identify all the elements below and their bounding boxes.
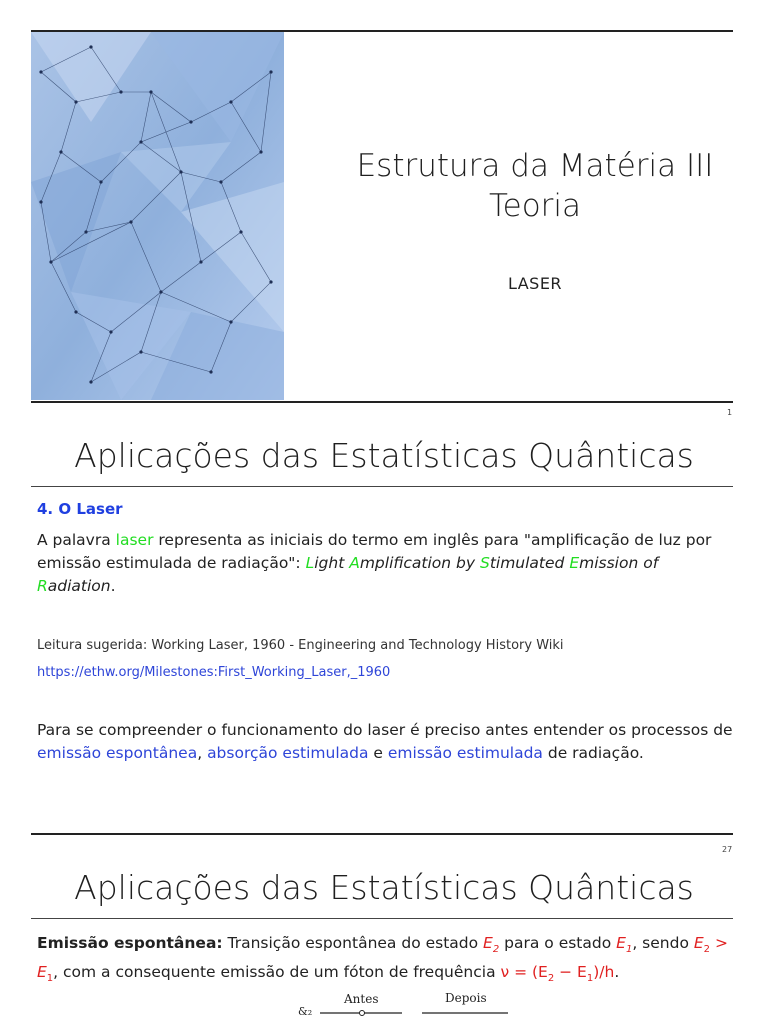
term-stimulated-emission: emissão estimulada	[387, 744, 543, 762]
energy-condition: $E_2 > E_1$	[37, 934, 728, 985]
term-stimulated-absorption: absorção estimulada	[207, 744, 369, 762]
term-spontaneous-emission: emissão espontânea	[37, 744, 198, 762]
suggested-reading: Leitura sugerida: Working Laser, 1960 - Engineering and Technology History Wiki	[37, 638, 564, 653]
slide2-heading-rule	[31, 486, 733, 487]
p2-and: e	[368, 744, 388, 762]
slide2-heading: Aplicações das Estatísticas Quânticas	[74, 436, 694, 475]
ethw-link[interactable]: https://ethw.org/Milestones:First_Working_Laser,_1960	[37, 665, 391, 680]
s3-end: .	[614, 963, 620, 982]
s3-t3: , sendo	[632, 934, 694, 952]
before-label: Antes	[344, 992, 379, 1006]
p2-text-a: Para se compreender o funcionamento do laser é preciso antes entender os processos de	[37, 721, 733, 739]
acronym-A: A	[349, 554, 360, 572]
slide3-heading: Aplicações das Estatísticas Quânticas	[74, 868, 694, 907]
acronym-ight: ight	[314, 554, 350, 572]
page-number: 27	[722, 845, 733, 854]
slide1-title-line2: Teoria	[488, 188, 582, 224]
p1-end: .	[110, 577, 116, 595]
p2-comma: ,	[197, 744, 208, 762]
frequency-formula: $\nu = (E_2 - E_1)/h$	[500, 963, 615, 985]
slide3-heading-rule	[31, 918, 733, 919]
energy-level-figure	[280, 985, 520, 1028]
slide1-title-line1: Estrutura da Matéria III	[356, 148, 714, 184]
acronym-adiation: adiation	[47, 577, 111, 595]
acronym-mplification: mplification by	[359, 554, 480, 572]
acronym-mission: mission of	[579, 554, 659, 572]
energy-E1: $E_1$	[616, 934, 633, 956]
s3-t4: , com a consequente emissão de um fóton de frequência	[53, 963, 501, 982]
acronym-L: L	[305, 554, 315, 572]
laser-word: laser	[115, 531, 154, 549]
p1-text-a: A palavra	[37, 531, 116, 549]
energy-E2: $E_2$	[483, 934, 500, 956]
slide1-title	[300, 148, 768, 224]
s3-t1: Transição espontânea do estado	[222, 934, 484, 952]
acronym-timulated: timulated	[489, 554, 570, 572]
acronym-R: R	[37, 577, 48, 595]
slide1-subtitle: LASER	[507, 274, 563, 293]
transition-diagram	[280, 985, 520, 1024]
s3-t2: para o estado	[499, 934, 617, 952]
spontaneous-emission-paragraph	[37, 932, 737, 990]
p2-end: de radiação.	[542, 744, 644, 762]
electron-before	[360, 1011, 365, 1016]
acronym-S: S	[479, 554, 490, 572]
acronym-E: E	[569, 554, 580, 572]
level-label: &₂	[298, 1005, 313, 1018]
p1-text-b: representa as iniciais do termo em inglês para "amplificação de luz por emissão estimulada de radiação":	[37, 531, 712, 572]
slide1-bottom-rule	[31, 401, 733, 403]
slide2-bottom-rule	[31, 833, 733, 835]
after-label: Depois	[445, 991, 487, 1005]
spontaneous-emission-label: Emissão espontânea:	[37, 934, 223, 952]
laser-definition-paragraph	[37, 529, 737, 598]
processes-paragraph	[37, 719, 737, 765]
page-number: 1	[727, 408, 733, 417]
section-title: 4. O Laser	[37, 500, 123, 518]
network-graphic	[31, 32, 284, 400]
